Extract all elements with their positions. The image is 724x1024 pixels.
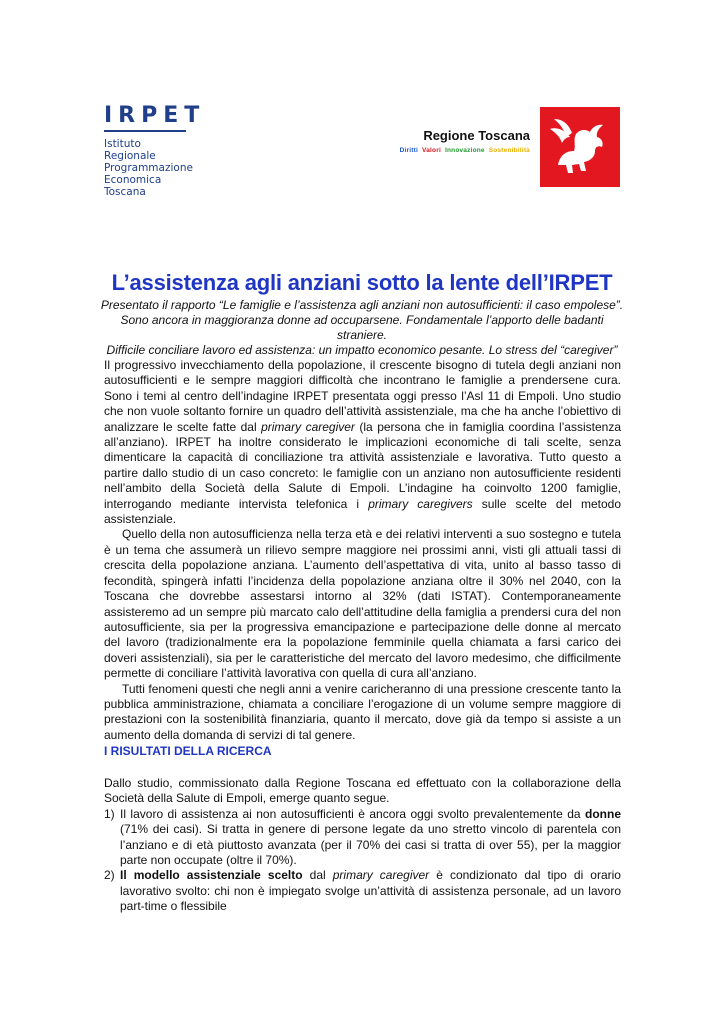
list-number: 2) bbox=[104, 868, 115, 883]
irpet-name-line: Toscana bbox=[104, 186, 146, 198]
irpet-name-line: Istituto bbox=[104, 138, 141, 150]
results-lead: Dallo studio, commissionato dalla Regione Toscana ed effettuato con la collaborazione della Società della Salute di Empoli, emerge quanto segue. bbox=[104, 776, 621, 806]
emphasis-text: primary caregivers bbox=[368, 496, 473, 511]
tagline-word: Innovazione bbox=[444, 147, 485, 154]
bold-text: Il modello assistenziale scelto bbox=[120, 868, 303, 883]
irpet-divider bbox=[104, 130, 186, 132]
page-title: L’assistenza agli anziani sotto la lente dell’IRPET bbox=[111, 270, 613, 295]
emphasis-text: primary caregiver bbox=[261, 419, 355, 434]
text-run: (71% dei casi). Si tratta in genere di persone legate da uno stretto vincolo di parentela con l’anziano e di età piuttosto avanzata (per il 70% dei casi si tratta di over 55), per la maggior parte non occupate (oltre il 70%). bbox=[120, 822, 621, 868]
emphasis-text: primary caregiver bbox=[332, 868, 430, 883]
text-run: sulle scelte del metodo assistenziale. bbox=[104, 496, 621, 527]
body-paragraph: Tutti fenomeni questi che negli anni a venire caricheranno di una pressione crescente tanto la pubblica amministrazione, chiamata a conciliare l’erogazione di un volume sempre maggiore di prestazioni con la sostenibilità finanziaria, quanto il mercato, dove già da tempo si assiste a un aumento della domanda di servizi di tal genere. bbox=[104, 681, 621, 742]
tagline-word: Valori bbox=[422, 147, 441, 154]
body-paragraph: Quello della non autosufficienza nella terza età e dei relativi interventi a suo sostegno e tutela è un tema che assumerà un rilievo sempre maggiore nei prossimi anni, visti gli attuali tassi di crescita della popolazione anziana. L’aumento dell’aspettativa di vita, unito al basso tasso di fecondità, spingerà infatti l’incidenza della popolazione anziana oltre il 30% nel 2040, con la Toscana che dovrebbe assestarsi intorno al 32% (dati ISTAT). Contemporaneamente assisteremo ad un sempre più marcato calo dell’attitudine della famiglia a prendersi cura del non autosufficiente, sia per la progressiva emancipazione e partecipazione delle donne al mercato del lavoro (tradizionalmente era la popolazione femminile quella chiamata a farsi carico dei doveri assistenziali), sia per le caratteristiche del mercato del lavoro medesimo, che difficilmente permette di conciliare l’attività lavorativa con quella di cura all’anziano. bbox=[104, 527, 621, 681]
regione-toscana-logo bbox=[380, 128, 530, 154]
regione-name: Regione Toscana bbox=[423, 128, 530, 143]
irpet-logo bbox=[104, 103, 206, 198]
subtitle-line: Difficile conciliare lavoro ed assistenza: un impatto economico pesante. Lo stress del “caregiver” bbox=[106, 343, 618, 357]
irpet-name-line: Regionale bbox=[104, 150, 156, 162]
subtitle-line: Sono ancora in maggioranza donne ad occuparsene. Fondamentale l’apporto delle badanti straniere. bbox=[120, 313, 604, 342]
tagline-word: Diritti bbox=[399, 147, 419, 154]
list-number: 1) bbox=[104, 806, 115, 821]
text-run: Il progressivo invecchiamento della popolazione, il crescente bisogno di tutela degli anziani non autosufficienti e le sempre maggiori difficoltà che incontrano le famiglie a prendersene cura. Sono i temi al centro dell’indagine IRPET presentata oggi presso l’Asl 11 di Empoli. Uno studio che non vuole soltanto fornire un quadro dell’attività assistenziale, ma che ha anche l’obiettivo di analizzare le scelte fatte dal bbox=[104, 358, 621, 434]
results-section bbox=[104, 776, 621, 915]
section-heading: I RISULTATI DELLA RICERCA bbox=[104, 744, 272, 758]
tagline-word: Sostenibilità bbox=[488, 147, 530, 154]
text-run: (la persona che in famiglia coordina l’assistenza all’anziano). IRPET ha inoltre considerato le implicazioni economiche di tali scelte, senza dimenticare la capacità di conciliazione tra attività assistenziale e lavorativa. Tutto questo a partire dallo studio di un caso concreto: le famiglie con un anziano non autosufficiente residenti nell’ambito della Società della Salute di Empoli. L’indagine ha coinvolto 1200 famiglie, interrogando mediante intervista telefonica i bbox=[104, 419, 621, 511]
pegasus-icon bbox=[540, 107, 620, 187]
subtitle bbox=[100, 298, 624, 358]
bold-text: donne bbox=[585, 806, 621, 821]
article-body bbox=[104, 358, 621, 743]
irpet-acronym: IRPET bbox=[104, 103, 206, 128]
list-item bbox=[104, 868, 621, 914]
text-run: dal bbox=[302, 868, 333, 883]
regione-tagline bbox=[380, 147, 530, 154]
list-item bbox=[104, 807, 621, 869]
text-run: è condizionato dal tipo di orario lavorativo svolto: chi non è impiegato svolge un’attività di assistenza personale, ad un lavoro part-time o flessibile bbox=[120, 868, 621, 914]
irpet-name-line: Economica bbox=[104, 174, 162, 186]
intro-paragraph bbox=[104, 358, 621, 527]
irpet-name-line: Programmazione bbox=[104, 162, 193, 174]
results-list bbox=[104, 807, 621, 915]
subtitle-line: Presentato il rapporto “Le famiglie e l’assistenza agli anziani non autosufficienti: il caso empolese”. bbox=[100, 298, 624, 312]
pegasus-emblem bbox=[540, 107, 620, 187]
text-run: Il lavoro di assistenza ai non autosufficienti è ancora oggi svolto prevalentemente da bbox=[120, 806, 585, 821]
